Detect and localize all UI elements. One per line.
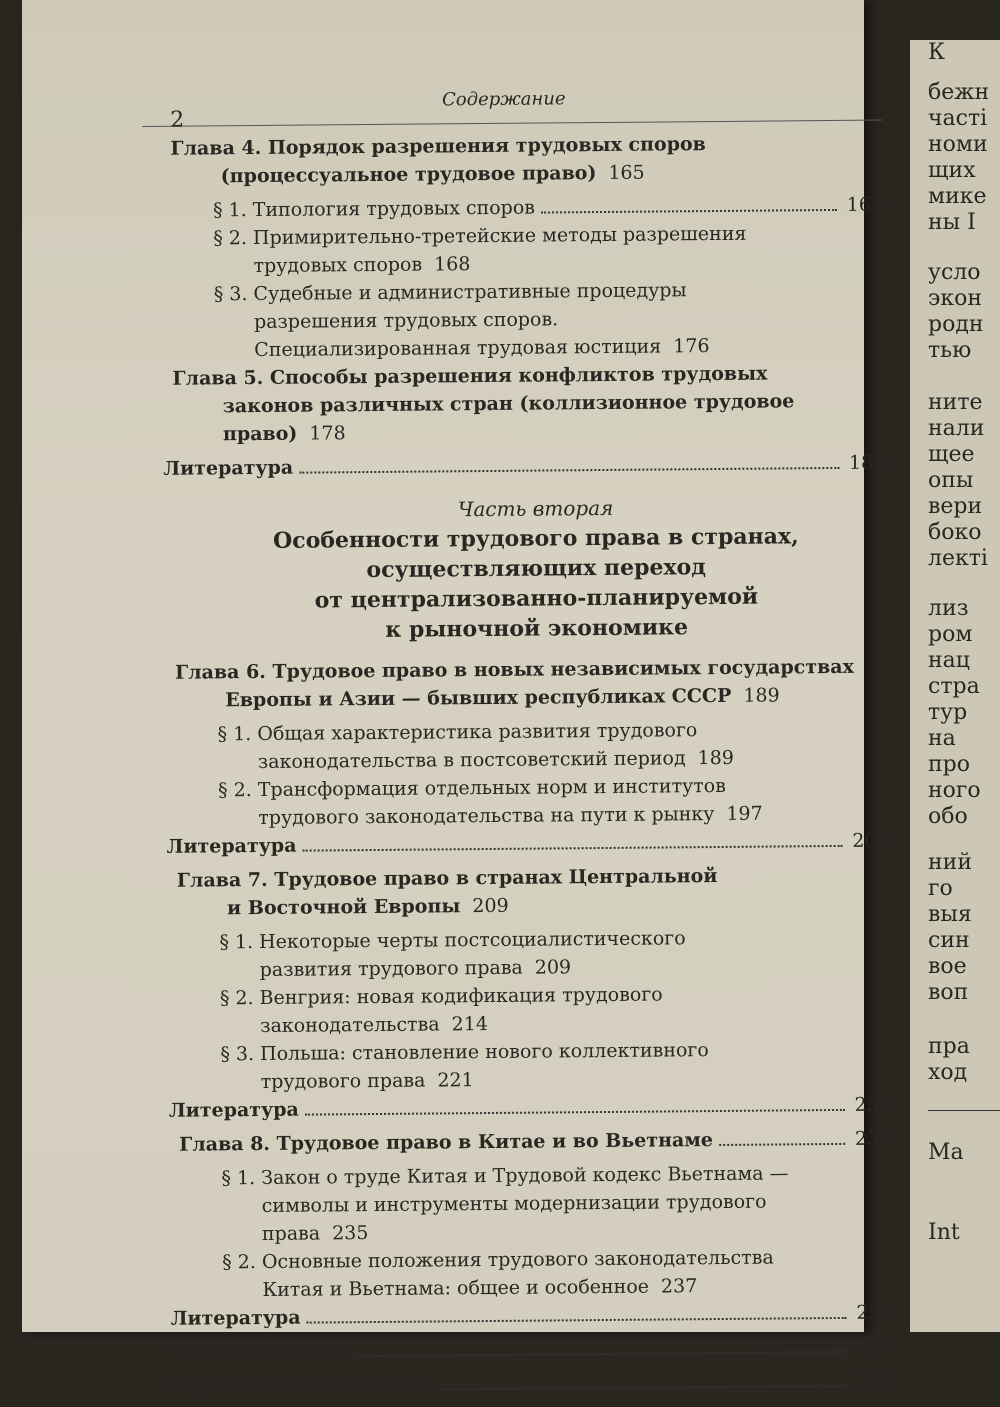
- dot-leader: [307, 1317, 847, 1324]
- toc-entry-text: трудового права: [261, 1070, 426, 1093]
- toc-entry-text: право): [223, 423, 298, 446]
- toc-section-entry: [150, 1035, 890, 1097]
- right-page-fragment: часті: [928, 106, 987, 131]
- toc-entry-text: Специализированная трудовая юстиция: [254, 335, 661, 361]
- toc-entry-text: и Восточной Европы: [227, 895, 460, 919]
- right-page-fragment: про: [928, 752, 970, 777]
- toc-entry-text: Китая и Вьетнама: общее и особенное: [262, 1276, 649, 1301]
- toc-section-entry: [143, 219, 883, 281]
- toc-page-number: 165: [608, 162, 644, 184]
- right-page-fragment: щее: [928, 442, 975, 467]
- right-page-fragment: ного: [928, 778, 981, 803]
- dot-leader: [356, 1351, 847, 1357]
- right-page-fragment: пра: [928, 1034, 970, 1059]
- toc-entry-text: Глава 5. Способы разрешения конфликтов трудовых: [172, 359, 884, 393]
- toc-page-number: 221: [437, 1069, 473, 1091]
- part-title-line: осуществляющих переход: [186, 551, 886, 587]
- toc-entry-text: трудового законодательства на пути к рынку: [258, 803, 714, 829]
- toc-page-number: 176: [673, 335, 709, 357]
- toc-page-number: 237: [661, 1275, 697, 1297]
- toc-section-entry: [152, 1242, 892, 1304]
- part-title-line: к рыночной экономике: [187, 611, 887, 647]
- toc-entry-text: Литература: [163, 454, 293, 483]
- toc-page-number: 189: [743, 684, 779, 706]
- right-page-fragment: обо: [928, 804, 968, 829]
- right-page-fragment: ром: [928, 622, 972, 647]
- right-page-fragment: усло: [928, 260, 981, 285]
- right-page-fragment: го: [928, 876, 953, 901]
- running-title: Содержание: [442, 88, 566, 110]
- right-page-rule: [928, 1110, 1000, 1111]
- toc-chapter-entry: [149, 861, 889, 923]
- toc-entry-text: трудовых споров: [253, 254, 422, 277]
- part-one-list: [142, 129, 885, 489]
- toc-entry-text: Глава 7. Трудовое право в странах Центральной: [177, 861, 889, 895]
- toc-entry-text: § 1. Общая характеристика развития трудового: [217, 715, 887, 749]
- right-page-fragment: тью: [928, 338, 971, 363]
- right-page-fragment: боко: [928, 520, 982, 545]
- part-title-line: Особенности трудового права в странах,: [186, 521, 886, 557]
- toc-page-number: 165: [843, 191, 883, 219]
- right-page-fragment: стра: [928, 674, 980, 699]
- toc-entry-text: § 1. Типология трудовых споров: [213, 194, 535, 225]
- toc-entry-text: Литература: [169, 1096, 299, 1125]
- right-page-fragment: нали: [928, 416, 984, 441]
- toc-section-entry: [151, 1159, 892, 1249]
- table-of-contents: [142, 86, 893, 1407]
- right-page-fragment: вери: [928, 494, 982, 519]
- toc-entry-text: § 1. Некоторые черты постсоциалистического: [219, 923, 889, 957]
- right-page-fragment: нац: [928, 648, 970, 673]
- right-page-fragment: лиз: [928, 596, 969, 621]
- part-heading: [186, 491, 887, 647]
- right-page-fragment: К: [928, 40, 945, 65]
- toc-entry-text: § 2. Венгрия: новая кодификация трудового: [220, 979, 890, 1013]
- toc-entry-text: Глава 4. Порядок разрешения трудовых споров: [170, 129, 882, 163]
- toc-section-entry: [148, 771, 888, 833]
- toc-entry-text: (процессуальное трудовое право): [221, 162, 597, 187]
- right-page-fragment: на: [928, 726, 956, 751]
- right-page-fragment: экон: [928, 286, 982, 311]
- toc-entry-text: § 2. Основные положения трудового законодательства: [222, 1242, 892, 1276]
- toc-page-number: 178: [309, 422, 345, 444]
- toc-entry-text: Литература: [166, 832, 296, 861]
- toc-page-number: 197: [726, 803, 762, 825]
- toc-entry-text: законов различных стран (коллизионное трудовое: [173, 387, 885, 421]
- toc-entry-text: символы и инструменты модернизации трудового: [222, 1187, 892, 1221]
- right-page-fragment: опы: [928, 468, 973, 493]
- toc-page-number: 250: [853, 1298, 893, 1326]
- toc-entry-text: законодательства: [260, 1013, 440, 1037]
- toc-entry-text: § 2. Трансформация отдельных норм и институтов: [218, 771, 888, 805]
- toc-entry-text: Предметный указатель: [171, 1371, 434, 1401]
- right-page-fragment: ний: [928, 850, 972, 875]
- toc-entry-text: § 3. Судебные и административные процедуры: [214, 275, 884, 309]
- right-page-fragment: лекті: [928, 546, 988, 571]
- part-two-list: [147, 653, 893, 1407]
- toc-page-number: 235: [332, 1222, 368, 1244]
- toc-entry-text: § 2. Примирительно-третейские методы разрешения: [213, 219, 883, 253]
- toc-page-number: 185: [845, 449, 885, 477]
- toc-entry-text: Литература: [171, 1304, 301, 1333]
- toc-entry-text: § 3. Польша: становление нового коллективного: [220, 1035, 890, 1069]
- right-page-fragment: мике: [928, 184, 987, 209]
- right-page-fragment: родн: [928, 312, 984, 337]
- toc-entry-text: § 1. Закон о труде Китая и Трудовой кодекс Вьетнама —: [221, 1159, 891, 1193]
- dot-leader: [440, 1385, 847, 1391]
- right-page-fragment: тур: [928, 700, 967, 725]
- right-page-fragment: воп: [928, 980, 968, 1005]
- dot-leader: [303, 845, 843, 852]
- toc-page-number: 234: [851, 1091, 891, 1119]
- toc-chapter-entry: [144, 359, 885, 449]
- dot-leader: [541, 209, 837, 214]
- toc-page-number: 235: [851, 1125, 891, 1153]
- toc-entry-text: развития трудового права: [260, 957, 523, 981]
- page-header: [142, 86, 882, 127]
- dot-leader: [299, 467, 839, 474]
- book-page-left: [22, 0, 864, 1332]
- page-number: 2: [170, 108, 184, 133]
- toc-entry-text: Европы и Азии — бывших республиках СССР: [225, 685, 731, 711]
- right-page-fragment: Ma: [928, 1140, 964, 1165]
- right-page-fragment: номи: [928, 132, 988, 157]
- toc-entry-text: Глава 8. Трудовое право в Китае и во Вьетнаме: [179, 1126, 713, 1159]
- right-page-fragment: вое: [928, 954, 967, 979]
- toc-chapter-entry: [147, 653, 887, 715]
- right-page-fragment: Int: [928, 1220, 960, 1245]
- toc-page-number: 209: [472, 895, 508, 917]
- right-page-fragment: ните: [928, 390, 983, 415]
- toc-page-number: 209: [535, 956, 571, 978]
- dot-leader: [305, 1109, 845, 1116]
- toc-page-number: 214: [452, 1013, 488, 1035]
- toc-page-number: 168: [434, 253, 470, 275]
- part-title-line: от централизованно-планируемой: [186, 581, 886, 617]
- dot-leader: [719, 1143, 845, 1146]
- book-page-right: [910, 40, 1000, 1332]
- toc-chapter-entry: [142, 129, 882, 191]
- toc-entry-text: законодательства в постсоветский период: [258, 747, 686, 773]
- right-page-fragment: син: [928, 928, 970, 953]
- toc-entry-text: Глава 6. Трудовое право в новых независимых государствах: [175, 653, 887, 687]
- right-page-fragment: бежн: [928, 80, 989, 105]
- toc-page-number: 189: [698, 747, 734, 769]
- right-page-fragment: ход: [928, 1060, 967, 1085]
- toc-entry-text: права: [262, 1222, 320, 1245]
- toc-page-number: 253: [853, 1366, 893, 1394]
- toc-entry-text: Указатель имен: [171, 1337, 350, 1367]
- toc-section-entry: [147, 715, 887, 777]
- right-page-fragment: выя: [928, 902, 972, 927]
- right-page-fragment: щих: [928, 158, 976, 183]
- toc-section-entry: [150, 979, 890, 1041]
- toc-section-entry: [149, 923, 889, 985]
- right-page-fragment: ны I: [928, 210, 976, 235]
- toc-page-number: 251: [853, 1332, 893, 1360]
- part-label: Часть вторая: [186, 491, 886, 527]
- toc-section-entry: [144, 275, 885, 365]
- toc-page-number: 208: [848, 827, 888, 855]
- toc-entry-text: разрешения трудовых споров.: [214, 303, 884, 337]
